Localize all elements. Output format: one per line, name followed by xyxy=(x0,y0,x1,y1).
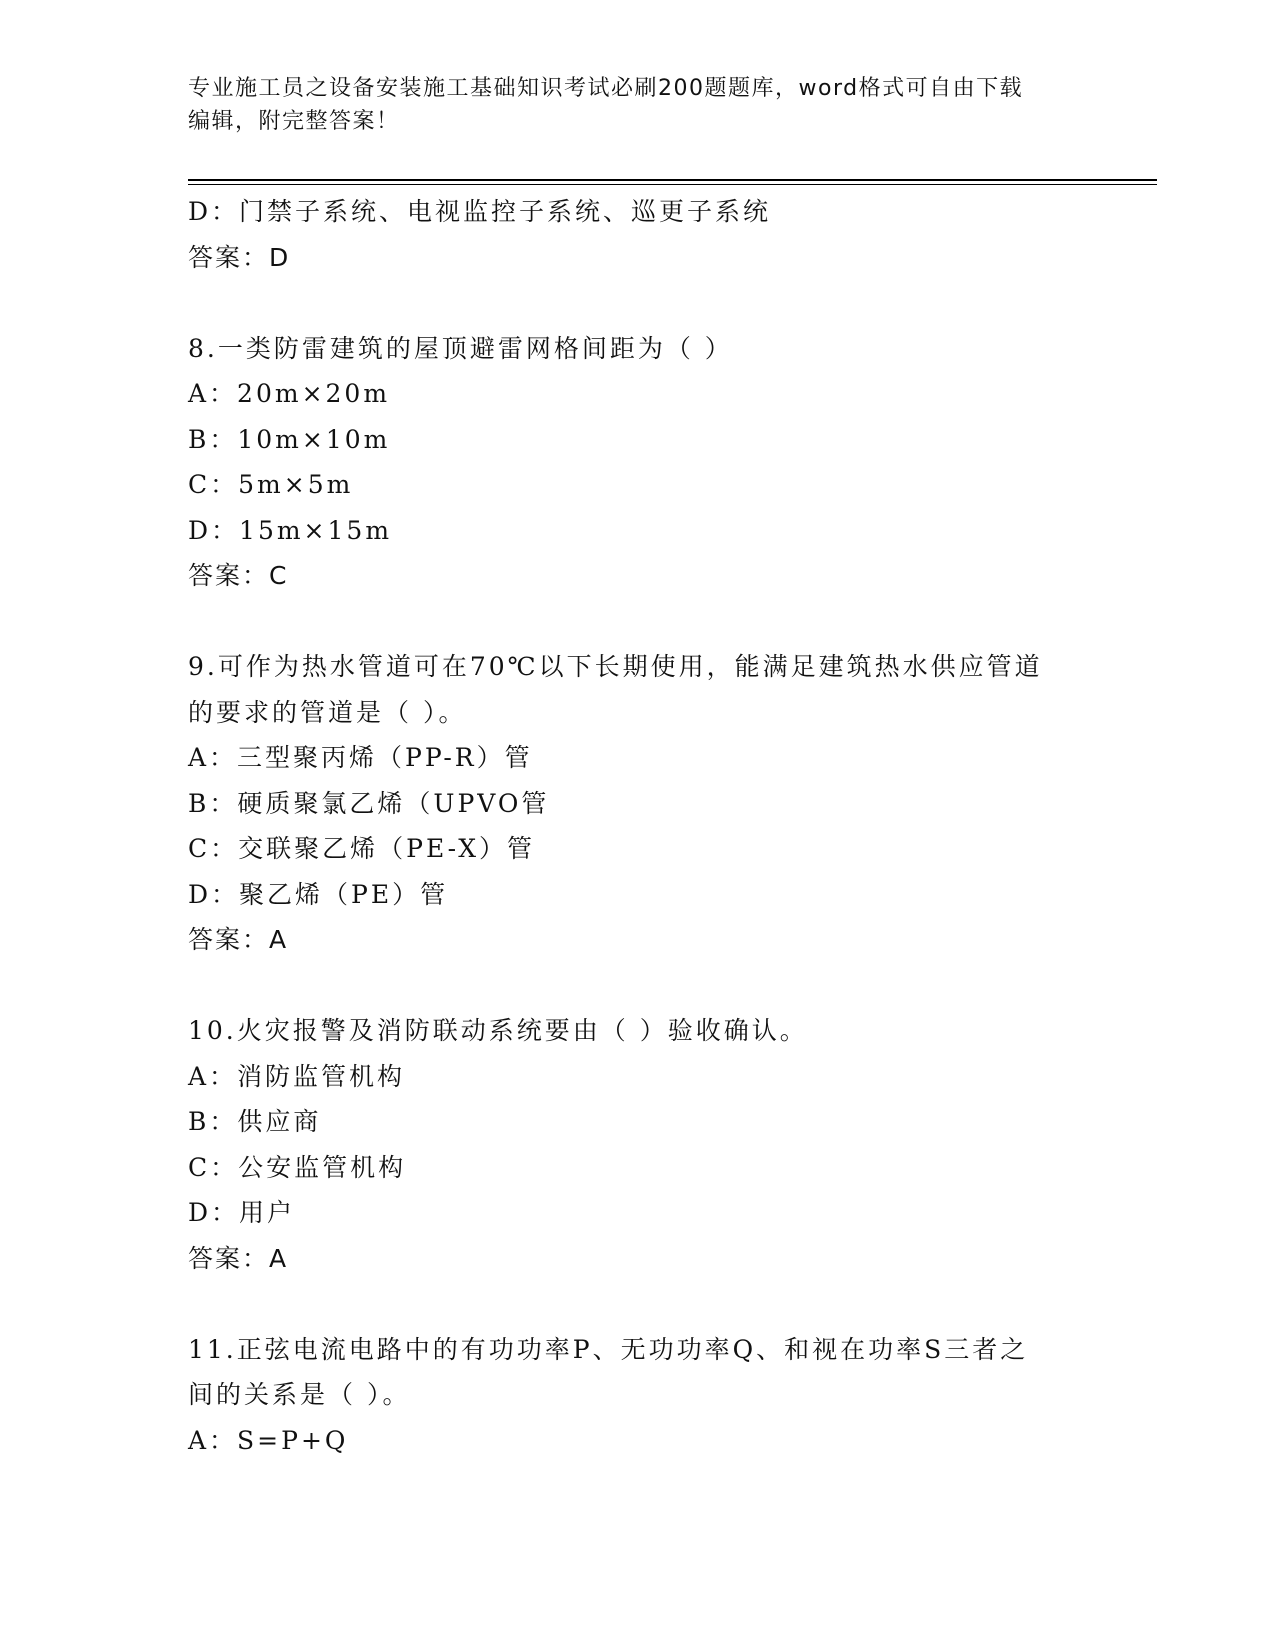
question-stem: 10.火灾报警及消防联动系统要由（ ）验收确认。 xyxy=(188,1016,808,1045)
option-c: C：交联聚乙烯（PE-X）管 xyxy=(188,834,536,863)
spacer xyxy=(188,599,1088,645)
header-title-line-1: 专业施工员之设备安装施工基础知识考试必刷200题题库，word格式可自由下载 xyxy=(188,76,1024,101)
question-11 xyxy=(188,1327,1088,1464)
answer: 答案：A xyxy=(188,925,289,954)
answer: 答案：C xyxy=(188,561,289,590)
question-9 xyxy=(188,644,1088,963)
question-stem-continued: 的要求的管道是（ ）。 xyxy=(188,697,467,727)
question-list xyxy=(188,189,1088,1463)
answer: 答案：A xyxy=(188,1243,289,1273)
option-b: B：供应商 xyxy=(188,1107,322,1136)
option-a: A：三型聚丙烯（PP-R）管 xyxy=(188,743,533,772)
option-d: D：用户 xyxy=(188,1198,296,1227)
option-b: B：硬质聚氯乙烯（UPVO管 xyxy=(188,788,550,818)
header-divider-thin xyxy=(188,184,1157,185)
question-8 xyxy=(188,326,1088,599)
header-title-line-2: 编辑，附完整答案！ xyxy=(188,109,400,134)
option-c: C：5m×5m xyxy=(188,470,354,499)
question-stem: 11.正弦电流电路中的有功功率P、无功功率Q、和视在功率S三者之 xyxy=(188,1334,1029,1364)
option-d: D：聚乙烯（PE）管 xyxy=(188,879,449,909)
spacer xyxy=(188,963,1088,1009)
document-header xyxy=(188,72,1068,138)
spacer xyxy=(188,1281,1088,1327)
spacer xyxy=(188,280,1088,326)
header-divider-thick xyxy=(188,179,1157,181)
question-stem: 9.可作为热水管道可在70℃以下长期使用，能满足建筑热水供应管道 xyxy=(188,652,1043,681)
option-a: A：S=P+Q xyxy=(188,1425,349,1455)
option-d: D：15m×15m xyxy=(188,515,393,545)
prev-option-d: D：门禁子系统、电视监控子系统、巡更子系统 xyxy=(188,197,772,226)
option-b: B：10m×10m xyxy=(188,424,391,454)
prev-answer: 答案：D xyxy=(188,242,291,272)
option-a: A：20m×20m xyxy=(188,379,391,408)
option-c: C：公安监管机构 xyxy=(188,1152,407,1182)
question-stem-continued: 间的关系是（ ）。 xyxy=(188,1380,411,1409)
question-stem: 8.一类防雷建筑的屋顶避雷网格间距为（ ） xyxy=(188,333,733,363)
question-10 xyxy=(188,1008,1088,1281)
option-a: A：消防监管机构 xyxy=(188,1061,406,1091)
